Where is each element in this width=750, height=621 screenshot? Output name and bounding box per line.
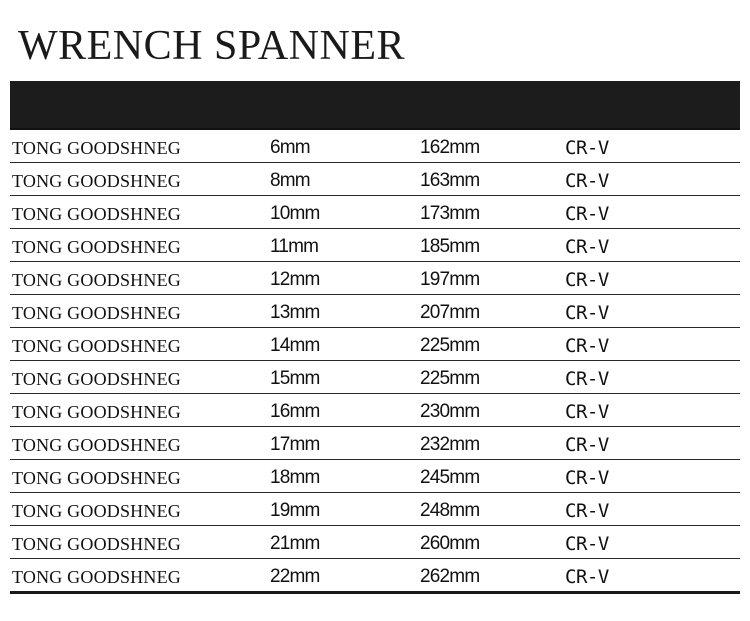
length-cell: 262mm [420, 566, 480, 587]
size-cell: 21mm [270, 533, 320, 554]
size-cell: 11mm [270, 236, 319, 257]
size-cell: 12mm [270, 269, 320, 290]
brand-cell: TONG GOODSHNEG [12, 237, 181, 257]
material-cell: CR-V [565, 401, 609, 423]
size-cell: 17mm [270, 434, 320, 455]
brand-cell: TONG GOODSHNEG [12, 501, 181, 521]
table-header-bar [10, 81, 740, 130]
table-row [10, 130, 740, 163]
brand-cell: TONG GOODSHNEG [12, 171, 181, 191]
material-cell: CR-V [565, 566, 609, 588]
brand-cell: TONG GOODSHNEG [12, 138, 181, 158]
size-cell: 16mm [270, 401, 320, 422]
size-cell: 14mm [270, 335, 320, 356]
size-cell: 18mm [270, 467, 320, 488]
brand-cell: TONG GOODSHNEG [12, 468, 181, 488]
size-cell: 22mm [270, 566, 320, 587]
material-cell: CR-V [565, 500, 609, 522]
length-cell: 225mm [420, 368, 480, 389]
material-cell: CR-V [565, 335, 609, 357]
length-cell: 248mm [420, 500, 480, 521]
table-row [10, 493, 740, 526]
spec-table [10, 81, 740, 594]
size-cell: 8mm [270, 170, 310, 191]
material-cell: CR-V [565, 269, 609, 291]
material-cell: CR-V [565, 368, 609, 390]
page-title: WRENCH SPANNER [18, 23, 406, 69]
brand-cell: TONG GOODSHNEG [12, 270, 181, 290]
table-row [10, 262, 740, 295]
table-row [10, 559, 740, 591]
brand-cell: TONG GOODSHNEG [12, 402, 181, 422]
material-cell: CR-V [565, 236, 609, 258]
brand-cell: TONG GOODSHNEG [12, 534, 181, 554]
brand-cell: TONG GOODSHNEG [12, 303, 181, 323]
material-cell: CR-V [565, 203, 609, 225]
length-cell: 163mm [420, 170, 480, 191]
length-cell: 245mm [420, 467, 480, 488]
material-cell: CR-V [565, 533, 609, 555]
table-body [10, 130, 740, 594]
brand-cell: TONG GOODSHNEG [12, 369, 181, 389]
size-cell: 15mm [270, 368, 320, 389]
brand-cell: TONG GOODSHNEG [12, 435, 181, 455]
material-cell: CR-V [565, 302, 609, 324]
table-row [10, 394, 740, 427]
length-cell: 207mm [420, 302, 480, 323]
table-row [10, 328, 740, 361]
brand-cell: TONG GOODSHNEG [12, 204, 181, 224]
table-row [10, 427, 740, 460]
length-cell: 260mm [420, 533, 480, 554]
length-cell: 197mm [420, 269, 480, 290]
length-cell: 185mm [420, 236, 480, 257]
brand-cell: TONG GOODSHNEG [12, 336, 181, 356]
length-cell: 162mm [420, 137, 480, 158]
table-row [10, 361, 740, 394]
length-cell: 232mm [420, 434, 480, 455]
material-cell: CR-V [565, 434, 609, 456]
table-row [10, 295, 740, 328]
table-row [10, 196, 740, 229]
material-cell: CR-V [565, 137, 609, 159]
table-row [10, 229, 740, 262]
length-cell: 230mm [420, 401, 480, 422]
size-cell: 13mm [270, 302, 320, 323]
table-row [10, 460, 740, 493]
length-cell: 173mm [420, 203, 480, 224]
material-cell: CR-V [565, 467, 609, 489]
table-row [10, 526, 740, 559]
size-cell: 19mm [270, 500, 320, 521]
brand-cell: TONG GOODSHNEG [12, 567, 181, 587]
material-cell: CR-V [565, 170, 609, 192]
size-cell: 6mm [270, 137, 310, 158]
size-cell: 10mm [270, 203, 320, 224]
length-cell: 225mm [420, 335, 480, 356]
table-row [10, 163, 740, 196]
